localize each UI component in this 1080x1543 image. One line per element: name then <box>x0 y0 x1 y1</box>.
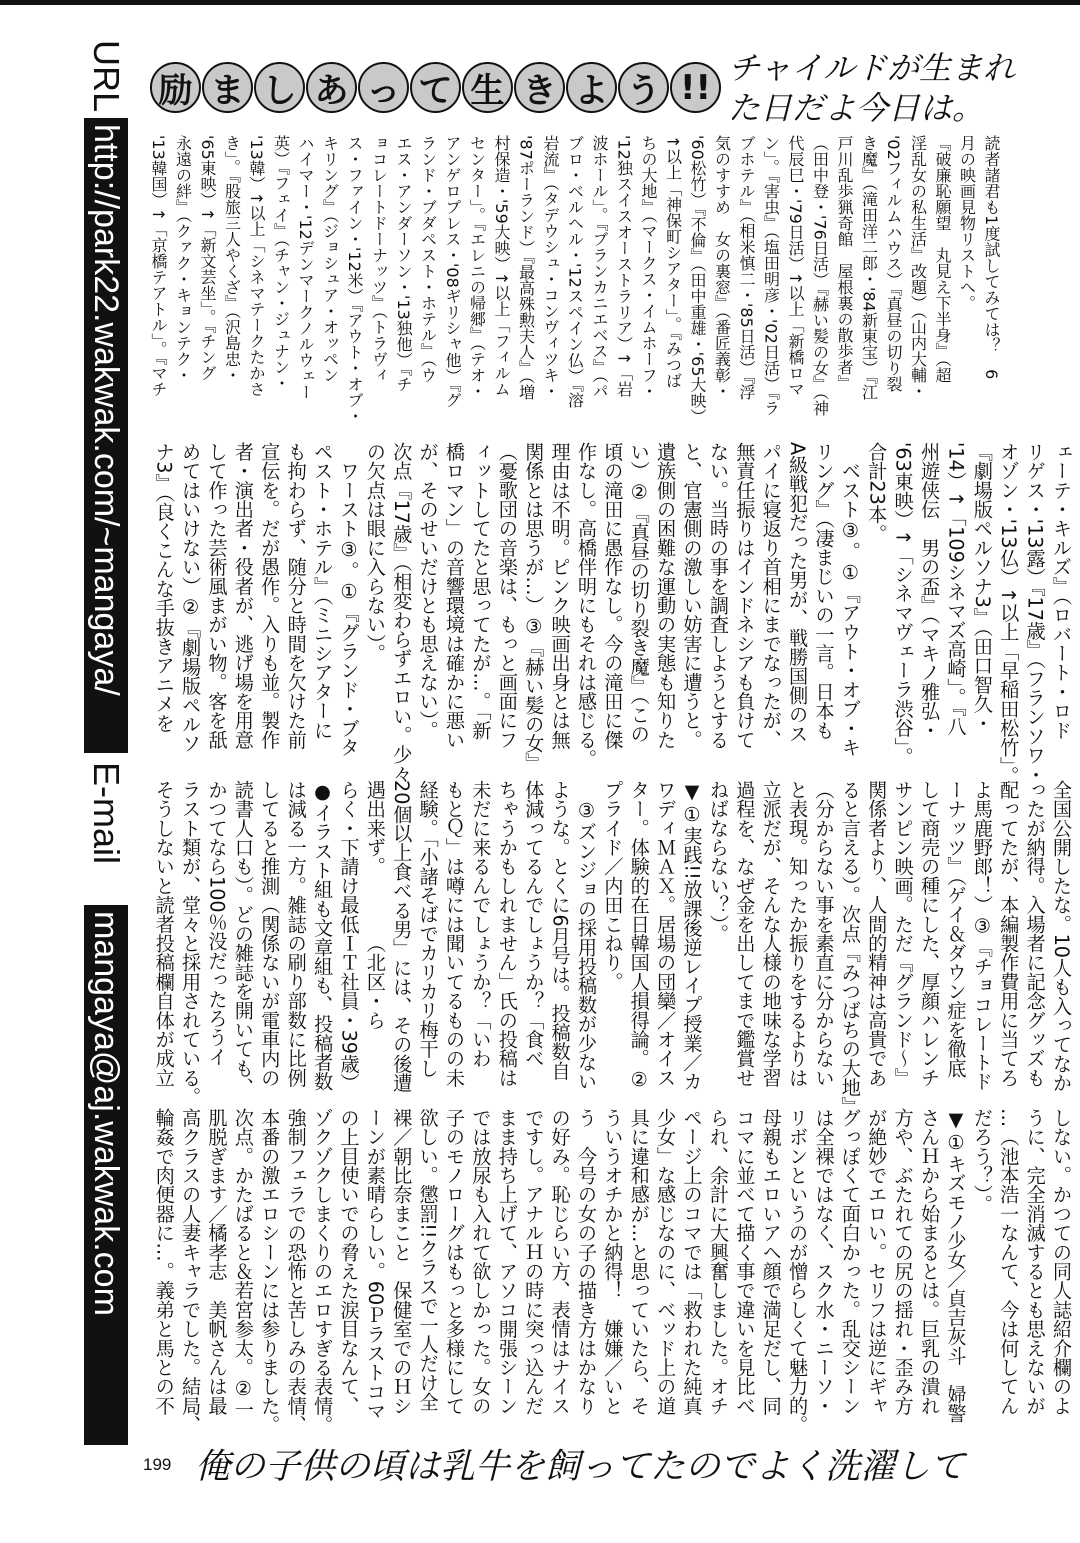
text-column: は全裸ではなく、スク水・ニーソ・ <box>812 1108 836 1416</box>
text-column: ったが納得。入場者に記念グッズも <box>1023 780 1047 1088</box>
text-column: 未だに来るんでしょうか？「いわ <box>469 780 493 1068</box>
text-column: ェーテ・キルズ』（ロバート・ロド <box>1050 442 1073 740</box>
text-column: 戸川乱歩猟奇館 屋根裏の散歩者』 <box>835 135 854 391</box>
text-column: '02フィルムハウス）『真昼の切り裂 <box>884 135 903 392</box>
text-column: 英）『フェイ』（チャン・ジュナン・ <box>271 135 291 391</box>
title-circle-char: て <box>410 62 461 113</box>
text-column: A級戦犯だった男が、戦勝国側のス <box>786 442 810 744</box>
text-column: 具に違和感が…と思っていたら、そ <box>627 1108 651 1416</box>
handwritten-note-top: チャイルドが生まれた日だよ今日は。 <box>728 49 1016 127</box>
text-column: して作った芸術風まがい物。客を舐 <box>205 442 229 750</box>
text-column: ランド・ブダペスト・ホテル』（ウ <box>418 135 438 383</box>
text-column: 者・演出者・役者が、逃げ場を用意 <box>231 442 255 750</box>
text-column: の好み。恥じらい方、表情はナイス <box>548 1108 572 1416</box>
title-circle-char: あ <box>306 62 357 113</box>
text-column: '63東映）↑「シネマヴェーラ渋谷」。 <box>891 442 915 767</box>
page-number: 199 <box>143 1455 172 1474</box>
text-column: られ、余計に大興奮しました。オチ <box>706 1108 730 1416</box>
text-column: ちゃうかもしれません」氏の投稿は <box>495 780 519 1088</box>
text-column: リボンというのが憎らしくて魅力的。 <box>786 1108 810 1435</box>
text-column: と表現。知ったか振りをするよりは <box>786 780 810 1088</box>
text-column: 輪姦で肉便器に…。義弟と馬との不 <box>152 1108 176 1416</box>
text-column: 波ホール」。『ブランカニエベス』（パ <box>590 135 609 399</box>
title-circle-char: 励 <box>150 62 201 113</box>
text-column: の欠点は眼に入らない）。 <box>363 442 387 663</box>
text-column: だろう？）。 <box>970 1108 994 1214</box>
text-column: の上目使いでの脅えた涙目なんて、 <box>337 1108 361 1416</box>
text-column: ると言える）。次点『みつばちの大地』 <box>838 780 862 1116</box>
text-column: ワースト③。①『グランド・ブタ <box>337 442 361 757</box>
text-column: コマに並べて描く事で違いを見比べ <box>733 1108 757 1416</box>
title-circle-char: よ <box>566 62 617 113</box>
text-column: …（池本浩一なんて、今は何してん <box>997 1108 1021 1416</box>
text-column: 20個以上食べる男」には、その後遭 <box>390 780 414 1093</box>
text-column: ↑以上「神保町シアター」。『みつば <box>663 135 683 389</box>
text-tier-4 <box>149 1108 1074 1442</box>
text-column: エス・アンダーソン・'13独他）『チ <box>394 135 413 392</box>
text-column: ような。とくに6月号は。投稿数自 <box>548 780 572 1081</box>
text-column: 関係とは思うが…）③『赫い髪の女』 <box>522 442 546 773</box>
text-column: と、官憲側の激しい妨害に遭うと。 <box>680 442 704 750</box>
text-column: 次点『17歳』（相変わらずエロい。少々 <box>390 442 414 784</box>
text-column: サンピン映画。ただ『グランド〜』 <box>891 780 915 1088</box>
text-column: 気のすすめ 女の裏窓』（番匠義彰・ <box>712 135 732 399</box>
text-column: ▼①キズモノ少女／貞吉灰斗 婦警 <box>944 1108 968 1423</box>
text-column: い）②『真昼の切り裂き魔』（この <box>627 442 651 744</box>
text-column: '65東映）↑「新文芸坐」。『チング <box>198 135 217 382</box>
url-label: URL <box>86 40 127 113</box>
text-column: ーナッツ』（ゲイ＆ダウン症を徹底 <box>944 780 968 1078</box>
text-column: 裸／朝比奈まこと 保健室でのＨシ <box>390 1108 414 1416</box>
text-column: 橋ロマン」の音響環境は確かに悪い <box>443 442 467 750</box>
text-column: ナ3』（良くこんな手抜きアニメを <box>152 442 176 733</box>
text-column: 立派だが、そんな人様の地味な学習 <box>759 780 783 1088</box>
text-column: 母親もエロいアヘ顔で満足だし、同 <box>759 1108 783 1416</box>
text-column: き」。『股旅三人やくざ』（沢島忠・ <box>222 135 242 383</box>
text-column: が絶妙でエロい。セリフは逆にギャ <box>865 1108 889 1416</box>
title-circle-char: 生 <box>462 62 513 113</box>
text-column: ですし。アナルＨの時に突っ込んだ <box>522 1108 546 1416</box>
text-column: 少女」な感じなのに、ベッド上の道 <box>654 1108 678 1416</box>
text-column: ーンが素晴らしい。60Ｐラストコマ <box>363 1108 387 1421</box>
text-column: ちの大地』（マークス・イムホーフ・ <box>639 135 658 399</box>
text-column: 配ってたが、本編製作費用に当てろ <box>997 780 1021 1088</box>
text-column: グっぽくて面白かった。乱交シーン <box>838 1108 862 1416</box>
text-column: 遺族側の困難な運動の実態も知りた <box>654 442 678 750</box>
text-column: 高クラスの人妻キャラでした。結局、 <box>179 1108 203 1435</box>
text-column: ねばならない？）。 <box>706 780 730 944</box>
text-column: 作なし。高橋伴明にもそれは感じる。 <box>574 442 598 769</box>
title-circle-char: し <box>254 62 305 113</box>
text-column: して商売の種にした、厚顔ハレンチ <box>918 780 942 1088</box>
text-column: さんＨから始まるとは。巨乳の潰れ <box>918 1108 942 1416</box>
text-column: '60松竹）『不倫』（田中重雄・'65大映） <box>688 135 707 425</box>
text-column: は減る一方。雑誌の刷り部数に比例 <box>284 780 308 1088</box>
text-column: ブロ・ベルヘル・'12スペイン仏）『溶 <box>565 135 585 408</box>
text-column: 合計23本。 <box>865 442 889 544</box>
text-column: パイに寝返り首相にまでなったが、 <box>759 442 783 750</box>
text-column: 欲しい。懲罰!!クラスで一人だけ全 <box>416 1108 440 1412</box>
text-column: 強制フェラでの恐怖と苦しみの表情、 <box>284 1108 308 1435</box>
text-column: 『劇場版ペルソナ3』（田口智久・ <box>970 442 994 733</box>
text-column: かつてなら100％没だったろうイ <box>205 780 229 1067</box>
text-column: 読者諸君も1度試してみては？ 6 <box>982 135 1001 380</box>
text-column: （田中登・'76日活）『赫い髪の女』（神 <box>810 135 830 416</box>
text-column: 理由は不明。ピンク映画出身とは無 <box>548 442 572 750</box>
text-column: らく・下請け最低ＩＴ社員・39歳） <box>337 780 361 1093</box>
text-column: ない。当時の事を調査しようとする <box>706 442 730 750</box>
text-column: しない。かつての同人誌紹介欄のよ <box>1050 1108 1073 1416</box>
text-column: 代辰巳・'79日活）↑以上「新橋ロマ <box>786 135 805 398</box>
text-column: ペスト・ホテル』（ミニシアターに <box>311 442 335 740</box>
title-circle-char: っ <box>358 62 409 113</box>
text-column: ワディＭＡＸ。居場の団欒／オイス <box>654 780 678 1088</box>
text-column: 過程を、なぜ金を出してまで鑑賞せ <box>733 780 757 1088</box>
url-text: http://park22.wakwak.com/~mangaya/ <box>84 118 128 753</box>
text-column: ▼①実践!!放課後逆レイプ授業／カ <box>680 780 704 1091</box>
text-column: ●イラスト組も文章組も、投稿者数 <box>311 780 335 1091</box>
text-tier-2 <box>149 442 1074 786</box>
text-column: もとＱ」は噂には聞いてるものの未 <box>443 780 467 1088</box>
text-column: 遇出来ず。 （北区・ら <box>363 780 387 1030</box>
text-column: 関係者より、人間的精神は高貴であ <box>865 780 889 1088</box>
email-text: mangaya@aj.wakwak.com <box>84 905 128 1445</box>
text-column: そうしないと読者投稿欄自体が成立 <box>152 780 176 1088</box>
text-column: めてはいけない）②『劇場版ペルソ <box>179 442 203 753</box>
text-column: ス・ファイン・'12米）『アウト・オブ・ <box>345 135 364 424</box>
handwritten-note-bottom: 俺の子供の頃は乳牛を飼ってたのでよく洗濯して <box>195 1447 966 1487</box>
title-circle-char: き <box>514 62 565 113</box>
text-column: 宣伝を。だが愚作。入りも並。製作 <box>258 442 282 750</box>
title-circle-char: う <box>618 62 669 113</box>
text-column: '13韓）↑以上「シネマテークたかさ <box>247 135 266 398</box>
text-column: 次点。かたばると＆若宮参太。②一 <box>231 1108 255 1419</box>
text-column: 経験。「小諸そばでカリカリ梅干し <box>416 780 440 1078</box>
title-circle-char: ま <box>202 62 253 113</box>
text-column: アンゲロプレス・'08ギリシャ他）『グ <box>443 135 462 408</box>
text-column: 方や、ぶたれての尻の揺れ・歪み方 <box>891 1108 915 1416</box>
text-column: キリング』（ジョシュア・オッペン <box>320 135 340 383</box>
text-tier-3 <box>149 780 1074 1114</box>
text-column: ター。体験的在日韓国人損得論。② <box>627 780 651 1091</box>
text-column: '12独スイスオーストラリア）↑「岩 <box>614 135 634 398</box>
text-column: 永遠の絆』（クァク・キョンテク・ <box>173 135 193 383</box>
text-column: が、そのせいだけとも思えない）。 <box>416 442 440 740</box>
text-column: 岩流』（タデウシュ・コンヴィツキ・ <box>541 135 560 399</box>
text-column: 淫乱女の私生活』改題）（山内大輔・ <box>908 135 928 399</box>
text-column: 『破廉恥願望 丸見え下半身』（超 <box>933 135 952 383</box>
text-column: 全国公開したな。10人も入ってなか <box>1050 780 1073 1093</box>
text-column: ョコレートドーナッツ』（トラヴィ <box>369 135 389 383</box>
text-column: （分からない事を素直に分からない <box>812 780 836 1088</box>
text-column: オゾン・'13仏）↑以上「早稲田松竹」。 <box>997 442 1021 786</box>
text-tier-1 <box>145 135 1003 425</box>
text-column: ハイマー・'12デンマークノルウェー <box>296 135 315 400</box>
text-column: ベスト③。①『アウト・オブ・キ <box>838 442 862 757</box>
text-column: まま持ち上げて、アソコ開張シーン <box>495 1108 519 1416</box>
text-column: ン」。『害虫』（塩田明彦・'02日活）『ラ <box>761 135 781 416</box>
text-column: 子のモノローグはもっと多様にして <box>443 1108 467 1416</box>
text-column: センター」。『エレニの帰郷』（テオ・ <box>467 135 487 399</box>
text-column: '14）↑「109シネマズ高崎」。『八 <box>944 442 968 736</box>
text-column: ③ズンジョの採用投稿数が少ない <box>574 780 598 1091</box>
text-column: 州遊侠伝 男の盃』（マキノ雅弘・ <box>918 442 942 740</box>
text-column: よ馬鹿野郎！）③『チョコレートド <box>970 780 994 1091</box>
text-column: 無責任振りはインドネシアも負けて <box>733 442 757 750</box>
text-column: 頃の滝田に愚作なし。今の滝田に傑 <box>601 442 625 750</box>
title-circle-char: !! <box>670 62 721 113</box>
text-column: うに、完全消滅するとも思えないが <box>1023 1108 1047 1416</box>
text-column: 体減ってるんでしょうか？「食べ <box>522 780 546 1068</box>
text-column: 肌脱ぎます／橘孝志 美帆さんは最 <box>205 1108 229 1416</box>
text-column: '87ポーランド）『最高殊勲夫人』（増 <box>516 135 536 400</box>
text-column: 読書人口も）。どの雑誌を開いても、 <box>231 780 255 1097</box>
text-column: では放尿も入れて欲しかった。女の <box>469 1108 493 1416</box>
scan-border <box>0 0 1080 5</box>
text-column: 月の映画見物リストへ。 <box>957 135 977 311</box>
email-label: E-mail <box>86 762 127 865</box>
text-column: き魔』（滝田洋二郎・'84新東宝）『江 <box>859 135 879 400</box>
text-column: ラスト類が、堂々と採用されている。 <box>179 780 203 1107</box>
text-column: 村保造・'59大映）↑以上「フィルム <box>492 135 511 398</box>
text-column: ゾクゾクしまくりのエロすぎる表情。 <box>311 1108 335 1435</box>
text-column: ブホテル』（相米慎二・'85日活）『浮 <box>737 135 756 400</box>
text-column: 本番の激エロシーンには参りました。 <box>258 1108 282 1435</box>
text-column: '13韓国）↑「京橋テアトル」。『マチ <box>149 135 168 398</box>
text-column: ういうオチかと納得！ 嫌嫌／いと <box>601 1108 625 1416</box>
text-column: （憂歌団の音楽は、もっと画面にフ <box>495 442 519 750</box>
text-column: プライド／内田こねり。 <box>601 780 625 992</box>
text-column: う 今号の女の子の描き方はかなり <box>574 1108 598 1416</box>
text-column: ページ上のコマでは「救われた純真 <box>680 1108 704 1416</box>
text-column: リング』（凄まじいの一言。日本も <box>812 442 836 740</box>
text-column: ィットしてたと思ってたが…。「新 <box>469 442 493 740</box>
text-column: も拘わらず、随分と時間を欠けた前 <box>284 442 308 750</box>
text-column: してると推測（関係ないが電車内の <box>258 780 282 1088</box>
page-title <box>150 62 721 113</box>
text-column: リゲス・'13露）『17歳』（フランソワ・ <box>1023 442 1047 785</box>
